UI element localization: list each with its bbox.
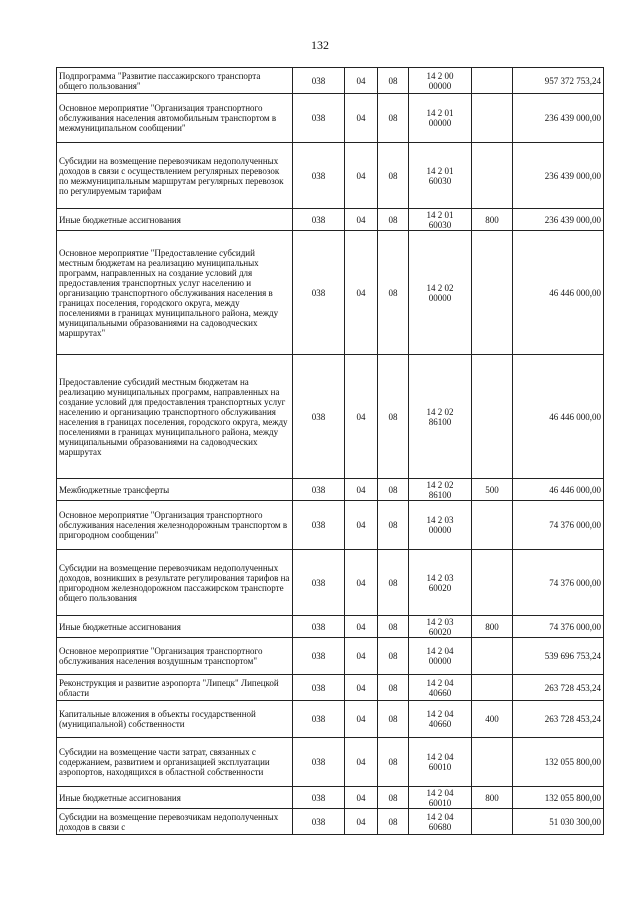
row-cs-line: 60030 [428, 219, 452, 230]
row-rz-cell: 04 [345, 231, 378, 355]
row-sum-cell: 74 376 000,00 [513, 501, 604, 550]
row-cs-line: 14 2 02 [426, 479, 454, 490]
row-rz-cell: 04 [345, 701, 378, 738]
table-row [57, 701, 604, 738]
row-gr-cell: 038 [293, 638, 345, 675]
row-sum-cell: 74 376 000,00 [513, 616, 604, 638]
row-name-cell: Субсидии на возмещение перевозчикам недополученных доходов в связи с осуществлением регулярных перевозок по межмуниципальным маршрутам регулярных перевозок по регулируемым тарифам [57, 143, 293, 209]
row-rz-cell: 04 [345, 550, 378, 616]
row-rz-cell: 04 [345, 787, 378, 809]
row-pr-cell: 08 [378, 501, 409, 550]
row-rz-cell: 04 [345, 479, 378, 501]
table-row [57, 355, 604, 479]
row-cs-line: 14 2 01 [426, 108, 454, 118]
row-cs-line: 14 2 03 [426, 572, 454, 583]
row-cs-cell [409, 143, 472, 209]
row-pr-cell: 08 [378, 68, 409, 94]
row-gr-cell: 038 [293, 701, 345, 738]
row-cs-cell [409, 638, 472, 675]
row-name-cell: Основное мероприятие "Организация транспортного обслуживания населения автомобильным транспортом в межмуниципальном сообщении" [57, 94, 293, 143]
row-cs-cell [409, 787, 472, 809]
row-gr-cell: 038 [293, 143, 345, 209]
row-pr-cell: 08 [378, 479, 409, 501]
row-cs-line: 00000 [428, 292, 452, 303]
row-vr-cell [472, 94, 513, 143]
row-vr-cell [472, 550, 513, 616]
row-cs-line: 60010 [428, 797, 452, 808]
row-name-cell: Капитальные вложения в объекты государственной (муниципальной) собственности [57, 701, 293, 738]
row-pr-cell: 08 [378, 701, 409, 738]
table-row [57, 738, 604, 787]
table-row [57, 616, 604, 638]
row-pr-cell: 08 [378, 638, 409, 675]
table-row [57, 550, 604, 616]
row-rz-cell: 04 [345, 355, 378, 479]
row-vr-cell [472, 355, 513, 479]
row-vr-cell: 800 [472, 209, 513, 231]
row-vr-cell: 400 [472, 701, 513, 738]
row-cs-line: 60030 [428, 175, 452, 186]
row-sum-cell: 132 055 800,00 [513, 738, 604, 787]
row-rz-cell: 04 [345, 616, 378, 638]
row-sum-cell: 539 696 753,24 [513, 638, 604, 675]
row-name-cell: Основное мероприятие "Организация транспортного обслуживания населения железнодорожным транспортом в пригородном сообщении" [57, 501, 293, 550]
row-sum-cell: 46 446 000,00 [513, 355, 604, 479]
row-cs-line: 14 2 01 [426, 165, 454, 176]
table-row [57, 809, 604, 835]
row-rz-cell: 04 [345, 68, 378, 94]
row-cs-line: 60020 [428, 626, 452, 637]
row-sum-cell: 263 728 453,24 [513, 701, 604, 738]
row-cs-line: 14 2 04 [426, 811, 454, 822]
row-cs-cell [409, 209, 472, 231]
row-pr-cell: 08 [378, 616, 409, 638]
row-rz-cell: 04 [345, 501, 378, 550]
row-sum-cell: 236 439 000,00 [513, 143, 604, 209]
row-name-cell: Основное мероприятие "Организация транспортного обслуживания населения воздушным транспортом" [57, 638, 293, 675]
table-row [57, 68, 604, 94]
table-row [57, 231, 604, 355]
row-sum-cell: 957 372 753,24 [513, 68, 604, 94]
row-pr-cell: 08 [378, 809, 409, 835]
row-name-cell: Реконструкция и развитие аэропорта "Липецк" Липецкой области [57, 675, 293, 701]
row-vr-cell [472, 501, 513, 550]
row-sum-cell: 132 055 800,00 [513, 787, 604, 809]
row-cs-line: 00000 [428, 525, 452, 535]
row-cs-line: 14 2 04 [426, 752, 454, 762]
row-cs-line: 60020 [428, 582, 452, 593]
row-gr-cell: 038 [293, 501, 345, 550]
row-cs-line: 14 2 04 [426, 709, 454, 719]
row-cs-line: 60010 [428, 762, 452, 772]
row-cs-line: 14 2 03 [426, 616, 454, 627]
row-sum-cell: 263 728 453,24 [513, 675, 604, 701]
row-pr-cell: 08 [378, 787, 409, 809]
row-cs-line: 86100 [428, 416, 452, 427]
row-cs-line: 00000 [428, 656, 452, 666]
row-cs-line: 14 2 01 [426, 209, 454, 220]
row-cs-cell [409, 675, 472, 701]
row-cs-cell [409, 701, 472, 738]
table-row [57, 675, 604, 701]
row-cs-cell [409, 738, 472, 787]
table-row [57, 143, 604, 209]
row-name-cell: Основное мероприятие "Предоставление субсидий местным бюджетам на реализацию муниципальных программ, направленных на создание условий для предоставления транспортных услуг населению и организацию транспортного обслуживания населения в границах поселения, городского округа, между поселениями в границах муниципального района, между муниципальными образованиями на садоводческих маршрутах" [57, 231, 293, 355]
row-cs-line: 00000 [428, 118, 452, 128]
row-name-cell: Предоставление субсидий местным бюджетам на реализацию муниципальных программ, направленных на создание условий для предоставления транспортных услуг населению и организацию транспортного обслуживания населения в границах поселения, городского округа, между поселениями в границах муниципального района, между муниципальными образованиями на садоводческих маршрутах [57, 355, 293, 479]
row-cs-cell [409, 355, 472, 479]
row-cs-line: 14 2 03 [426, 515, 454, 525]
row-rz-cell: 04 [345, 143, 378, 209]
row-sum-cell: 51 030 300,00 [513, 809, 604, 835]
row-gr-cell: 038 [293, 809, 345, 835]
row-rz-cell: 04 [345, 675, 378, 701]
row-name-cell: Субсидии на возмещение перевозчикам недополученных доходов в связи с [57, 809, 293, 835]
budget-table [56, 67, 604, 835]
row-cs-cell [409, 479, 472, 501]
row-name-cell: Иные бюджетные ассигнования [57, 787, 293, 809]
row-rz-cell: 04 [345, 94, 378, 143]
row-cs-line: 40660 [428, 687, 452, 698]
row-cs-cell [409, 68, 472, 94]
row-cs-line: 60680 [428, 821, 452, 832]
row-cs-line: 14 2 04 [426, 677, 454, 688]
row-vr-cell: 800 [472, 787, 513, 809]
row-vr-cell [472, 738, 513, 787]
row-name-cell: Иные бюджетные ассигнования [57, 209, 293, 231]
row-cs-cell [409, 501, 472, 550]
row-vr-cell [472, 231, 513, 355]
row-name-cell: Субсидии на возмещение части затрат, связанных с содержанием, развитием и организацией эксплуатации аэропортов, находящихся в областной собственности [57, 738, 293, 787]
row-gr-cell: 038 [293, 209, 345, 231]
row-vr-cell [472, 638, 513, 675]
row-vr-cell [472, 675, 513, 701]
row-gr-cell: 038 [293, 675, 345, 701]
row-cs-line: 00000 [428, 80, 452, 91]
row-vr-cell [472, 809, 513, 835]
row-cs-line: 14 2 00 [426, 70, 454, 81]
row-sum-cell: 46 446 000,00 [513, 231, 604, 355]
row-cs-cell [409, 231, 472, 355]
row-cs-cell [409, 616, 472, 638]
row-name-cell: Подпрограмма "Развитие пассажирского транспорта общего пользования" [57, 68, 293, 94]
row-pr-cell: 08 [378, 94, 409, 143]
row-vr-cell: 500 [472, 479, 513, 501]
row-gr-cell: 038 [293, 94, 345, 143]
table-row [57, 787, 604, 809]
table-row [57, 501, 604, 550]
row-cs-line: 14 2 04 [426, 787, 454, 798]
row-cs-line: 14 2 02 [426, 406, 454, 417]
row-gr-cell: 038 [293, 479, 345, 501]
row-pr-cell: 08 [378, 209, 409, 231]
row-gr-cell: 038 [293, 787, 345, 809]
row-cs-line: 14 2 04 [426, 646, 454, 656]
row-gr-cell: 038 [293, 355, 345, 479]
table-row [57, 638, 604, 675]
row-cs-line: 86100 [428, 489, 452, 500]
row-cs-cell [409, 94, 472, 143]
page-number: 132 [311, 38, 329, 52]
table-row [57, 209, 604, 231]
row-rz-cell: 04 [345, 638, 378, 675]
row-pr-cell: 08 [378, 355, 409, 479]
budget-table-body [57, 68, 604, 835]
row-name-cell: Субсидии на возмещение перевозчикам недополученных доходов, возникших в результате регулирования тарифов на пригородном железнодорожном пассажирском транспорте общего пользования [57, 550, 293, 616]
row-gr-cell: 038 [293, 616, 345, 638]
row-sum-cell: 46 446 000,00 [513, 479, 604, 501]
row-pr-cell: 08 [378, 675, 409, 701]
row-rz-cell: 04 [345, 738, 378, 787]
row-sum-cell: 236 439 000,00 [513, 94, 604, 143]
row-name-cell: Межбюджетные трансферты [57, 479, 293, 501]
row-gr-cell: 038 [293, 550, 345, 616]
row-pr-cell: 08 [378, 550, 409, 616]
row-cs-cell [409, 809, 472, 835]
row-rz-cell: 04 [345, 209, 378, 231]
row-cs-line: 14 2 02 [426, 282, 454, 293]
row-rz-cell: 04 [345, 809, 378, 835]
row-vr-cell [472, 143, 513, 209]
row-gr-cell: 038 [293, 231, 345, 355]
row-name-cell: Иные бюджетные ассигнования [57, 616, 293, 638]
table-row [57, 94, 604, 143]
table-row [57, 479, 604, 501]
row-vr-cell: 800 [472, 616, 513, 638]
row-gr-cell: 038 [293, 738, 345, 787]
row-cs-cell [409, 550, 472, 616]
row-sum-cell: 236 439 000,00 [513, 209, 604, 231]
row-vr-cell [472, 68, 513, 94]
row-sum-cell: 74 376 000,00 [513, 550, 604, 616]
row-pr-cell: 08 [378, 231, 409, 355]
row-cs-line: 40660 [428, 719, 452, 729]
row-gr-cell: 038 [293, 68, 345, 94]
row-pr-cell: 08 [378, 738, 409, 787]
row-pr-cell: 08 [378, 143, 409, 209]
